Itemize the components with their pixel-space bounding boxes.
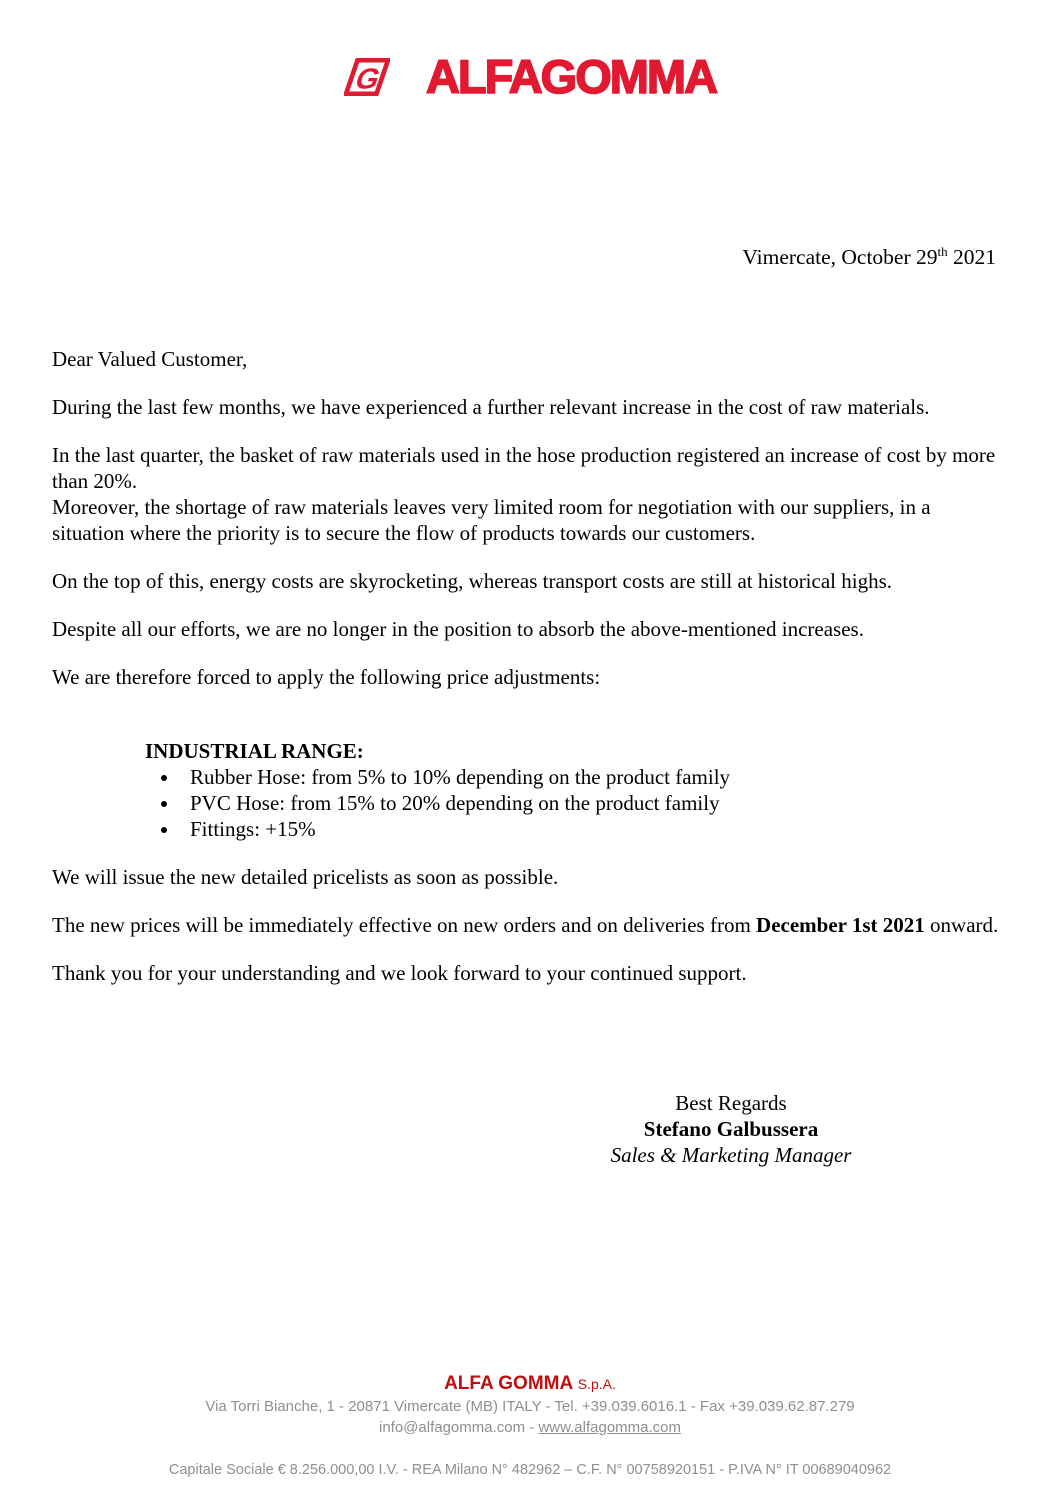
paragraph-raw-materials: During the last few months, we have experienced a further relevant increase in the cost of raw materials. (52, 395, 930, 419)
paragraph-energy-costs: On the top of this, energy costs are skyrocketing, whereas transport costs are still at historical highs. (52, 569, 892, 593)
footer-company-name (0, 1372, 1060, 1396)
signature-regards: Best Regards (675, 1091, 787, 1115)
logo-wordmark: ALFAGOMMA (425, 50, 717, 103)
paragraph-effective-date (52, 912, 1008, 938)
paragraph-shortage: Moreover, the shortage of raw materials leaves very limited room for negotiation with our suppliers, in a situation where the priority is to secure the flow of products towards our customers. (52, 495, 931, 545)
list-item-rubber-hose: • Rubber Hose: from 5% to 10% depending on the product family (180, 764, 1008, 790)
paragraph-absorb: Despite all our efforts, we are no longer in the position to absorb the above-mentioned increases. (52, 617, 864, 641)
footer-legal-line: Capitale Sociale € 8.256.000,00 I.V. - REA Milano N° 482962 – C.F. N° 00758920151 - P.IVA N° IT 00689040962 (168, 1462, 892, 1478)
signature-name: Stefano Galbussera (643, 1117, 819, 1141)
dateline-text: Vimercate, October 29 (742, 245, 938, 269)
dateline (0, 244, 1060, 270)
company-logo (0, 0, 1060, 103)
industrial-range-heading: INDUSTRIAL RANGE: (145, 739, 364, 763)
signature-title: Sales & Marketing Manager (610, 1143, 852, 1167)
alfagomma-logo-icon (344, 58, 390, 96)
effective-date-bold: December 1st 2021 (756, 913, 925, 937)
salutation: Dear Valued Customer, (52, 347, 248, 371)
dateline-ordinal: th (937, 243, 948, 259)
footer-separator: - (525, 1419, 539, 1436)
svg-text:G: G (350, 63, 385, 96)
footer-contact-line (0, 1417, 1060, 1438)
dateline-year: 2021 (947, 245, 996, 269)
paragraph-last-quarter: In the last quarter, the basket of raw materials used in the hose production registered an increase of cost by more than 20%. (52, 443, 996, 493)
list-item-fittings: • Fittings: +15% (180, 816, 1008, 842)
paragraph-pricelists: We will issue the new detailed pricelists as soon as possible. (52, 865, 559, 889)
effective-post: onward. (924, 913, 999, 937)
letter-body (0, 346, 1060, 1168)
effective-pre: The new prices will be immediately effective on new orders and on deliveries from (52, 913, 757, 937)
letterhead-footer (0, 1372, 1060, 1480)
list-item-pvc-hose: • PVC Hose: from 15% to 20% depending on the product family (180, 790, 1008, 816)
footer-company-suffix: S.p.A. (577, 1376, 616, 1392)
price-adjustment-list (52, 764, 1008, 842)
paragraph-adjustments: We are therefore forced to apply the following price adjustments: (52, 665, 601, 689)
signature-block (531, 1090, 931, 1168)
paragraph-thanks: Thank you for your understanding and we look forward to your continued support. (52, 961, 747, 985)
footer-address-line: Via Torri Bianche, 1 - 20871 Vimercate (MB) ITALY - Tel. +39.039.6016.1 - Fax +39.039.62.87.279 (205, 1398, 855, 1415)
footer-website-link[interactable]: www.alfagomma.com (538, 1419, 681, 1436)
footer-email: info@alfagomma.com (378, 1419, 526, 1436)
footer-company-text: ALFA GOMMA (444, 1373, 573, 1394)
